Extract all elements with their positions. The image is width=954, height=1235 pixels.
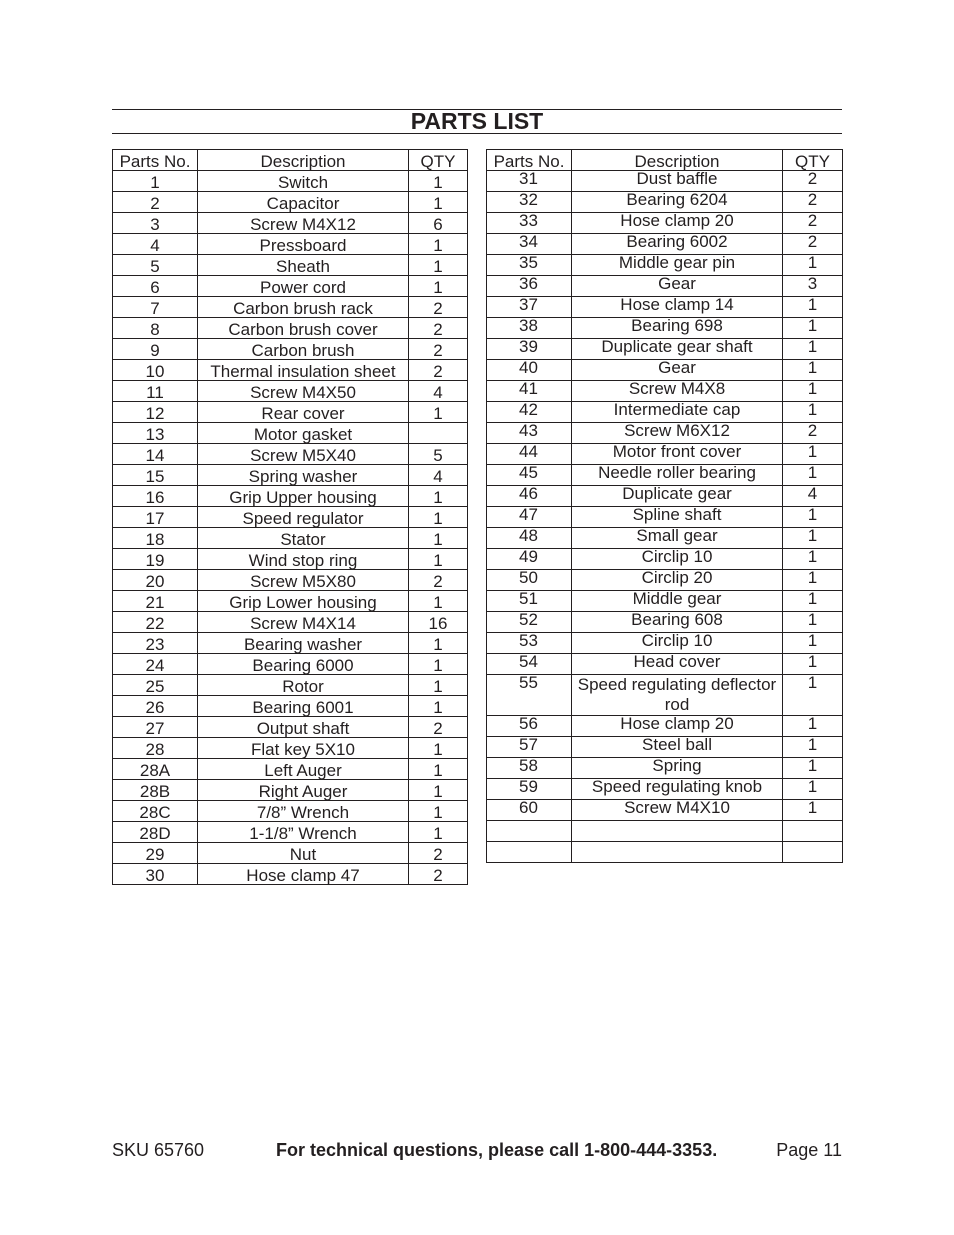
qty-cell: 1 (783, 381, 843, 402)
qty-cell: 1 (783, 591, 843, 612)
table-row (113, 864, 468, 885)
qty-cell: 1 (783, 255, 843, 276)
part-number-cell: 29 (113, 843, 198, 864)
part-number-cell: 53 (487, 633, 572, 654)
table-row (113, 612, 468, 633)
description-cell: Stator (198, 528, 409, 549)
table-row (113, 192, 468, 213)
table-row (113, 528, 468, 549)
description-cell: Screw M4X10 (572, 800, 783, 821)
qty-cell: 1 (409, 591, 468, 612)
table-row (487, 800, 843, 821)
description-cell: Screw M5X40 (198, 444, 409, 465)
description-cell: Thermal insulation sheet (198, 360, 409, 381)
table-row (113, 297, 468, 318)
description-cell: Needle roller bearing (572, 465, 783, 486)
qty-cell: 5 (409, 444, 468, 465)
part-number-cell: 7 (113, 297, 198, 318)
table-row (113, 591, 468, 612)
part-number-cell: 11 (113, 381, 198, 402)
table-row (113, 255, 468, 276)
qty-cell: 1 (409, 654, 468, 675)
description-cell: Bearing washer (198, 633, 409, 654)
description-cell: Switch (198, 171, 409, 192)
qty-cell: 2 (409, 339, 468, 360)
table-row (487, 381, 843, 402)
description-cell: Duplicate gear shaft (572, 339, 783, 360)
description-cell: Flat key 5X10 (198, 738, 409, 759)
qty-cell: 16 (409, 612, 468, 633)
part-number-cell: 24 (113, 654, 198, 675)
table-row (487, 192, 843, 213)
qty-cell: 1 (409, 192, 468, 213)
qty-cell: 1 (409, 738, 468, 759)
part-number-cell: 56 (487, 716, 572, 737)
qty-cell: 1 (409, 402, 468, 423)
description-cell: Circlip 10 (572, 633, 783, 654)
part-number-cell: 16 (113, 486, 198, 507)
qty-cell: 1 (409, 234, 468, 255)
page-title: PARTS LIST (410, 108, 544, 134)
part-number-cell: 22 (113, 612, 198, 633)
qty-cell: 1 (783, 654, 843, 675)
table-row (487, 234, 843, 255)
description-cell: Bearing 698 (572, 318, 783, 339)
description-cell: Screw M4X8 (572, 381, 783, 402)
table-row (487, 675, 843, 716)
qty-cell: 2 (783, 234, 843, 255)
description-cell: Left Auger (198, 759, 409, 780)
description-cell: Rotor (198, 675, 409, 696)
description-cell: Head cover (572, 654, 783, 675)
part-number-cell: 39 (487, 339, 572, 360)
table-row (113, 570, 468, 591)
qty-cell (783, 821, 843, 842)
qty-cell: 1 (783, 716, 843, 737)
description-cell: Hose clamp 47 (198, 864, 409, 885)
table-row (113, 465, 468, 486)
qty-cell: 2 (783, 213, 843, 234)
parts-table-left-body (113, 171, 468, 885)
table-row (487, 612, 843, 633)
qty-cell: 1 (783, 633, 843, 654)
part-number-cell: 20 (113, 570, 198, 591)
part-number-cell: 13 (113, 423, 198, 444)
qty-cell: 1 (409, 276, 468, 297)
table-row (487, 318, 843, 339)
qty-cell: 1 (409, 486, 468, 507)
part-number-cell: 19 (113, 549, 198, 570)
column-header-part-no: Parts No. (487, 150, 572, 171)
table-row (487, 297, 843, 318)
table-row (487, 507, 843, 528)
part-number-cell: 32 (487, 192, 572, 213)
part-number-cell: 37 (487, 297, 572, 318)
table-row (487, 486, 843, 507)
table-row (487, 255, 843, 276)
part-number-cell: 15 (113, 465, 198, 486)
description-cell: Grip Lower housing (198, 591, 409, 612)
table-row (113, 360, 468, 381)
part-number-cell: 54 (487, 654, 572, 675)
part-number-cell: 36 (487, 276, 572, 297)
description-cell: Screw M5X80 (198, 570, 409, 591)
column-header-part-no: Parts No. (113, 150, 198, 171)
qty-cell: 1 (783, 507, 843, 528)
part-number-cell: 17 (113, 507, 198, 528)
table-row (487, 591, 843, 612)
qty-cell: 2 (783, 171, 843, 192)
part-number-cell (487, 842, 572, 863)
table-row (113, 822, 468, 843)
column-header-description: Description (198, 150, 409, 171)
part-number-cell: 28D (113, 822, 198, 843)
qty-cell: 4 (409, 381, 468, 402)
table-row (113, 759, 468, 780)
table-row (113, 213, 468, 234)
qty-cell: 1 (783, 339, 843, 360)
description-cell: Pressboard (198, 234, 409, 255)
description-cell: Duplicate gear (572, 486, 783, 507)
qty-cell: 2 (783, 423, 843, 444)
description-cell: Gear (572, 276, 783, 297)
table-row (487, 570, 843, 591)
qty-cell: 1 (409, 507, 468, 528)
qty-cell: 1 (409, 528, 468, 549)
parts-table-right-body (487, 171, 843, 863)
part-number-cell: 60 (487, 800, 572, 821)
qty-cell: 1 (783, 737, 843, 758)
table-row (487, 737, 843, 758)
parts-table-left (112, 149, 468, 885)
part-number-cell: 30 (113, 864, 198, 885)
description-cell: Speed regulating deflector rod (572, 675, 783, 716)
part-number-cell: 43 (487, 423, 572, 444)
description-cell: Hose clamp 20 (572, 213, 783, 234)
part-number-cell: 21 (113, 591, 198, 612)
qty-cell: 1 (783, 318, 843, 339)
qty-cell: 2 (409, 570, 468, 591)
column-header-qty: QTY (783, 150, 843, 171)
part-number-cell: 40 (487, 360, 572, 381)
table-row (487, 528, 843, 549)
table-row (113, 276, 468, 297)
qty-cell: 2 (409, 360, 468, 381)
qty-cell: 1 (783, 570, 843, 591)
description-cell: Rear cover (198, 402, 409, 423)
description-cell: Steel ball (572, 737, 783, 758)
part-number-cell: 28C (113, 801, 198, 822)
qty-cell (409, 423, 468, 444)
table-row (113, 381, 468, 402)
qty-cell: 1 (409, 822, 468, 843)
table-row (113, 402, 468, 423)
part-number-cell: 31 (487, 171, 572, 192)
table-row (487, 276, 843, 297)
qty-cell: 1 (783, 444, 843, 465)
description-cell: Screw M4X12 (198, 213, 409, 234)
table-header-row (113, 150, 468, 171)
part-number-cell: 42 (487, 402, 572, 423)
table-row (113, 843, 468, 864)
table-row (113, 423, 468, 444)
description-cell: Spline shaft (572, 507, 783, 528)
part-number-cell: 58 (487, 758, 572, 779)
part-number-cell: 5 (113, 255, 198, 276)
description-cell: Middle gear pin (572, 255, 783, 276)
qty-cell: 4 (783, 486, 843, 507)
part-number-cell: 38 (487, 318, 572, 339)
description-cell: Bearing 608 (572, 612, 783, 633)
table-row (487, 423, 843, 444)
part-number-cell: 55 (487, 675, 572, 716)
qty-cell: 1 (783, 612, 843, 633)
qty-cell: 1 (783, 675, 843, 716)
qty-cell: 1 (783, 465, 843, 486)
part-number-cell: 28 (113, 738, 198, 759)
qty-cell: 1 (409, 171, 468, 192)
part-number-cell: 51 (487, 591, 572, 612)
description-cell: Carbon brush cover (198, 318, 409, 339)
table-row (487, 842, 843, 863)
table-row (113, 633, 468, 654)
description-cell: Dust baffle (572, 171, 783, 192)
table-row (113, 444, 468, 465)
parts-table-right (486, 149, 843, 863)
description-cell: Power cord (198, 276, 409, 297)
description-cell: Hose clamp 20 (572, 716, 783, 737)
part-number-cell: 28B (113, 780, 198, 801)
description-cell (572, 821, 783, 842)
part-number-cell: 4 (113, 234, 198, 255)
description-cell: 1-1/8” Wrench (198, 822, 409, 843)
footer-page-number: Page 11 (776, 1140, 842, 1160)
table-row (113, 801, 468, 822)
qty-cell: 1 (409, 696, 468, 717)
footer-sku: SKU 65760 (112, 1140, 205, 1160)
description-cell: Nut (198, 843, 409, 864)
part-number-cell: 27 (113, 717, 198, 738)
qty-cell: 2 (409, 843, 468, 864)
description-cell: Spring (572, 758, 783, 779)
qty-cell: 1 (783, 528, 843, 549)
qty-cell: 1 (783, 402, 843, 423)
table-row (113, 696, 468, 717)
table-row (487, 549, 843, 570)
table-row (487, 360, 843, 381)
part-number-cell: 41 (487, 381, 572, 402)
table-row (487, 633, 843, 654)
table-row (113, 675, 468, 696)
part-number-cell: 6 (113, 276, 198, 297)
part-number-cell: 8 (113, 318, 198, 339)
description-cell: 7/8” Wrench (198, 801, 409, 822)
description-cell: Output shaft (198, 717, 409, 738)
qty-cell (783, 842, 843, 863)
qty-cell: 1 (409, 780, 468, 801)
part-number-cell: 2 (113, 192, 198, 213)
column-header-qty: QTY (409, 150, 468, 171)
description-cell: Right Auger (198, 780, 409, 801)
qty-cell: 1 (409, 801, 468, 822)
table-row (113, 171, 468, 192)
part-number-cell: 46 (487, 486, 572, 507)
table-row (113, 507, 468, 528)
description-cell: Intermediate cap (572, 402, 783, 423)
description-cell: Carbon brush rack (198, 297, 409, 318)
qty-cell: 1 (783, 758, 843, 779)
description-cell: Carbon brush (198, 339, 409, 360)
description-cell: Screw M6X12 (572, 423, 783, 444)
qty-cell: 1 (783, 800, 843, 821)
table-row (113, 234, 468, 255)
table-row (487, 444, 843, 465)
part-number-cell: 35 (487, 255, 572, 276)
qty-cell: 1 (409, 759, 468, 780)
qty-cell: 1 (783, 549, 843, 570)
part-number-cell: 10 (113, 360, 198, 381)
table-header-row (487, 150, 843, 171)
description-cell: Hose clamp 14 (572, 297, 783, 318)
qty-cell: 1 (409, 255, 468, 276)
description-cell: Sheath (198, 255, 409, 276)
table-row (487, 339, 843, 360)
table-row (113, 738, 468, 759)
table-row (487, 716, 843, 737)
qty-cell: 1 (783, 297, 843, 318)
qty-cell: 2 (783, 192, 843, 213)
qty-cell: 2 (409, 297, 468, 318)
table-row (113, 318, 468, 339)
description-cell: Middle gear (572, 591, 783, 612)
part-number-cell: 50 (487, 570, 572, 591)
description-cell: Screw M4X14 (198, 612, 409, 633)
table-row (113, 486, 468, 507)
qty-cell: 1 (409, 633, 468, 654)
description-cell: Bearing 6002 (572, 234, 783, 255)
description-cell: Screw M4X50 (198, 381, 409, 402)
description-cell: Gear (572, 360, 783, 381)
part-number-cell: 49 (487, 549, 572, 570)
description-cell (572, 842, 783, 863)
part-number-cell: 52 (487, 612, 572, 633)
table-row (487, 402, 843, 423)
qty-cell: 2 (409, 717, 468, 738)
description-cell: Spring washer (198, 465, 409, 486)
description-cell: Wind stop ring (198, 549, 409, 570)
table-row (487, 654, 843, 675)
table-row (487, 779, 843, 800)
description-cell: Circlip 20 (572, 570, 783, 591)
description-cell: Bearing 6000 (198, 654, 409, 675)
part-number-cell: 12 (113, 402, 198, 423)
table-row (113, 780, 468, 801)
description-cell: Bearing 6001 (198, 696, 409, 717)
footer-tech-support: For technical questions, please call 1-800-444-3353. (276, 1140, 718, 1160)
part-number-cell: 44 (487, 444, 572, 465)
table-row (113, 654, 468, 675)
part-number-cell: 48 (487, 528, 572, 549)
table-row (113, 549, 468, 570)
part-number-cell: 3 (113, 213, 198, 234)
description-cell: Small gear (572, 528, 783, 549)
table-row (487, 465, 843, 486)
table-row (113, 717, 468, 738)
qty-cell: 1 (783, 360, 843, 381)
part-number-cell: 26 (113, 696, 198, 717)
part-number-cell: 33 (487, 213, 572, 234)
description-cell: Speed regulating knob (572, 779, 783, 800)
description-cell: Motor front cover (572, 444, 783, 465)
qty-cell: 1 (409, 549, 468, 570)
description-cell: Circlip 10 (572, 549, 783, 570)
qty-cell: 3 (783, 276, 843, 297)
qty-cell: 4 (409, 465, 468, 486)
table-row (487, 758, 843, 779)
qty-cell: 1 (783, 779, 843, 800)
part-number-cell: 57 (487, 737, 572, 758)
qty-cell: 1 (409, 675, 468, 696)
part-number-cell: 9 (113, 339, 198, 360)
part-number-cell: 28A (113, 759, 198, 780)
column-header-description: Description (572, 150, 783, 171)
part-number-cell: 47 (487, 507, 572, 528)
table-row (487, 821, 843, 842)
part-number-cell: 59 (487, 779, 572, 800)
qty-cell: 2 (409, 318, 468, 339)
table-row (487, 171, 843, 192)
part-number-cell: 34 (487, 234, 572, 255)
table-row (487, 213, 843, 234)
table-row (113, 339, 468, 360)
description-cell: Speed regulator (198, 507, 409, 528)
title-underline (112, 133, 842, 134)
part-number-cell (487, 821, 572, 842)
description-cell: Grip Upper housing (198, 486, 409, 507)
part-number-cell: 18 (113, 528, 198, 549)
part-number-cell: 14 (113, 444, 198, 465)
part-number-cell: 45 (487, 465, 572, 486)
part-number-cell: 25 (113, 675, 198, 696)
description-cell: Bearing 6204 (572, 192, 783, 213)
qty-cell: 6 (409, 213, 468, 234)
description-cell: Motor gasket (198, 423, 409, 444)
qty-cell: 2 (409, 864, 468, 885)
part-number-cell: 1 (113, 171, 198, 192)
part-number-cell: 23 (113, 633, 198, 654)
description-cell: Capacitor (198, 192, 409, 213)
